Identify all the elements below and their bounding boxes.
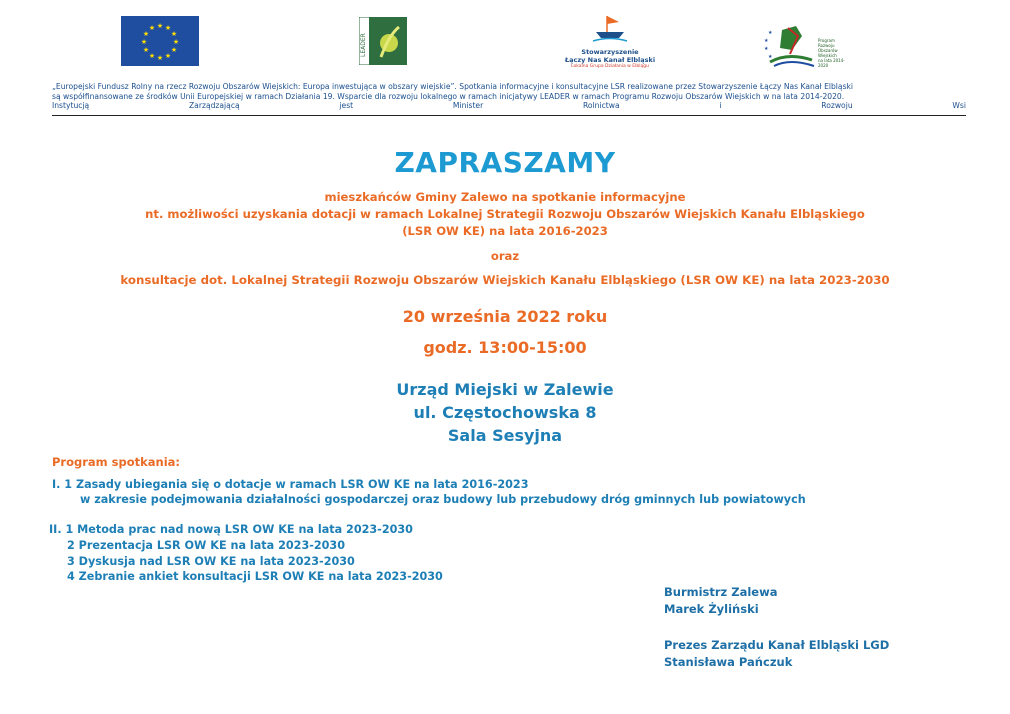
stowarzyszenie-logo (560, 14, 660, 74)
signatory-name-president: Stanisława Pańczuk (664, 655, 793, 669)
notice-word: jest (339, 101, 354, 111)
prow-line: Rozwoju (818, 43, 835, 48)
prow-line: na lata 2014-2020 (818, 58, 845, 68)
svg-text:★: ★ (156, 22, 164, 30)
prow-line: Obszarów (818, 48, 838, 53)
notice-word: i (719, 101, 722, 111)
signatory-role-mayor: Burmistrz Zalewa (664, 585, 778, 599)
svg-text:★: ★ (764, 38, 769, 44)
svg-text:★: ★ (140, 38, 148, 46)
notice-word: Instytucją (52, 101, 90, 111)
meeting-room: Sala Sesyjna (447, 426, 563, 445)
program-item: w zakresie podejmowania działalności gospodarczej oraz budowy lub przebudowy dróg gminnych lub powiatowych (80, 493, 806, 506)
leader-label: LEADER (360, 33, 367, 57)
meeting-time: godz. 13:00-15:00 (423, 338, 587, 357)
leader-logo (359, 17, 407, 65)
svg-text:★: ★ (142, 30, 150, 38)
invitation-line-3: (LSR OW KE) na lata 2016-2023 (402, 224, 608, 238)
svg-text:★: ★ (170, 30, 178, 38)
eu-flag-logo (121, 16, 199, 66)
stowarzyszenie-subname: Łączy Nas Kanał Elbląski (564, 56, 656, 64)
prow-line: Program (818, 38, 835, 43)
svg-text:★: ★ (148, 52, 156, 60)
funding-notice-line1: „Europejski Fundusz Rolny na rzecz Rozwoju Obszarów Wiejskich: Europa inwestująca w obszary wiejskie”. Spotkania informacyjne i konsultacyjne LSR realizowane przez Stowarzyszenie Łączy Nas Kanał Elbląski (52, 82, 854, 91)
program-item: 2 Prezentacja LSR OW KE na lata 2023-2030 (67, 539, 346, 552)
program-item: 4 Zebranie ankiet konsultacji LSR OW KE na lata 2023-2030 (67, 570, 443, 583)
svg-text:★: ★ (164, 52, 172, 60)
meeting-address: ul. Częstochowska 8 (413, 403, 597, 422)
signatory-name-mayor: Marek Żyliński (664, 602, 759, 616)
svg-text:★: ★ (142, 46, 150, 54)
funding-notice-line2: są współfinansowane ze środków Unii Europejskiej w ramach Działania 19. Wsparcie dla rozwoju lokalnego w ramach inicjatywy LEADER w ramach Programu Rozwoju Obszarów Wiejskich w na lata 2014-2020. (52, 91, 845, 101)
stowarzyszenie-name: Stowarzyszenie (581, 48, 639, 56)
stowarzyszenie-lgd: Lokalna Grupa Działania w Elblągu (571, 64, 649, 69)
prow-text (818, 38, 852, 68)
program-heading: Program spotkania: (52, 455, 181, 469)
notice-word: Zarządzającą (188, 101, 240, 111)
notice-word: Wsi (952, 101, 966, 111)
prow-line: Wiejskich (818, 53, 837, 58)
program-item: II. 1 Metoda prac nad nową LSR OW KE na lata 2023-2030 (49, 523, 413, 536)
header-divider (52, 115, 966, 116)
meeting-venue: Urząd Miejski w Zalewie (396, 380, 614, 399)
svg-text:★: ★ (768, 54, 773, 60)
svg-text:★: ★ (156, 54, 164, 62)
signatory-role-president: Prezes Zarządu Kanał Elbląski LGD (664, 638, 890, 652)
invitation-title: ZAPRASZAMY (394, 146, 616, 179)
notice-word: Minister (452, 101, 484, 111)
svg-text:★: ★ (172, 38, 180, 46)
meeting-date: 20 września 2022 roku (402, 307, 608, 326)
invitation-line-1: mieszkańców Gminy Zalewo na spotkanie informacyjne (324, 190, 686, 204)
funding-notice-line3 (52, 101, 966, 111)
svg-text:★: ★ (170, 46, 178, 54)
boat-icon (590, 14, 630, 44)
svg-text:★: ★ (148, 24, 156, 32)
svg-text:★: ★ (764, 46, 769, 52)
funding-notice (52, 82, 966, 111)
svg-text:★: ★ (768, 30, 773, 36)
program-item: 3 Dyskusja nad LSR OW KE na lata 2023-2030 (67, 555, 355, 568)
invitation-line-4: konsultacje dot. Lokalnej Strategii Rozwoju Obszarów Wiejskich Kanału Elbląskiego (LSR OW KE) na lata 2023-2030 (120, 273, 890, 287)
prow-logo (762, 22, 852, 70)
svg-text:★: ★ (164, 24, 172, 32)
program-item: I. 1 Zasady ubiegania się o dotacje w ramach LSR OW KE na lata 2016-2023 (52, 478, 529, 491)
invitation-line-2: nt. możliwości uzyskania dotacji w ramach Lokalnej Strategii Rozwoju Obszarów Wiejskich Kanału Elbląskiego (145, 207, 865, 221)
notice-word: Rozwoju (821, 101, 853, 111)
invitation-oraz: oraz (490, 249, 520, 263)
notice-word: Rolnictwa (582, 101, 620, 111)
